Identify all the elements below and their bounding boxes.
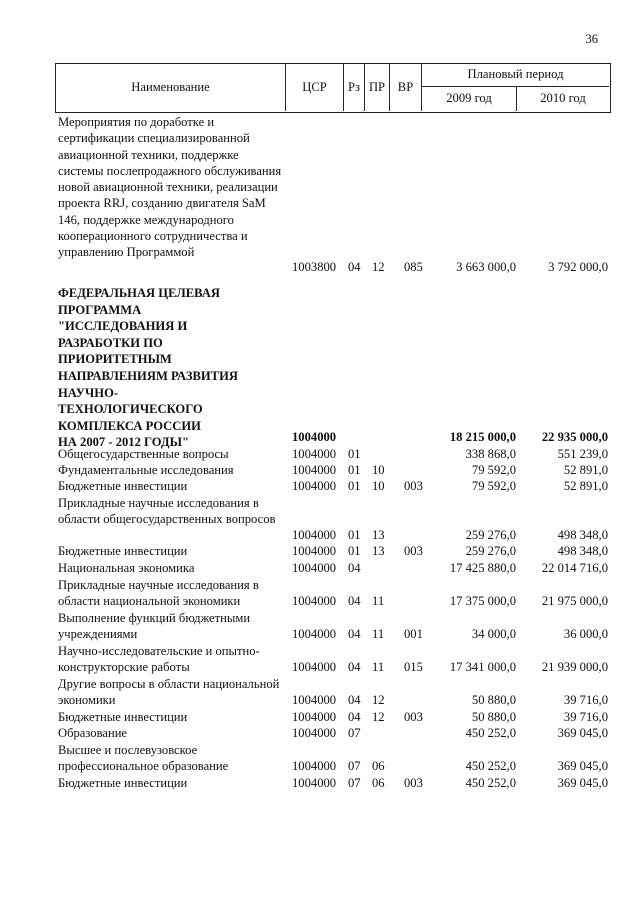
row-2010: 52 891,0 [563, 463, 608, 477]
row-rz: 04 [348, 693, 361, 707]
header-csr: ЦСР [302, 80, 327, 94]
row-2009: 17 341 000,0 [449, 660, 516, 674]
row-2010: 52 891,0 [563, 479, 608, 493]
row-vr: 015 [404, 660, 423, 674]
row-rz: 04 [348, 594, 361, 608]
row-pr: 11 [372, 627, 385, 641]
row-csr: 1004000 [292, 561, 337, 575]
header-year-2009: 2009 год [446, 91, 492, 105]
row-name: Научно-исследовательские и опытно-конструкторские работы [58, 644, 260, 675]
row-csr: 1004000 [292, 627, 337, 641]
header-divider [421, 86, 609, 87]
header-year-2010: 2010 год [540, 91, 586, 105]
row-2009: 17 375 000,0 [449, 594, 516, 608]
row-name: Мероприятия по доработке и сертификации специализированной авиационной техники, поддержке системы послепродажного обслуживания новой авиационной техники, реализации проекта RRJ, созданию двигателя SaM 146, поддержке международного кооперационного сотрудничества и управлению Программой [58, 115, 282, 260]
row-csr: 1004000 [292, 544, 337, 558]
row-2009: 79 592,0 [471, 479, 516, 493]
header-pr: ПР [368, 80, 386, 94]
header-rz: Рз [348, 80, 360, 94]
row-2009: 79 592,0 [471, 463, 516, 477]
row-csr: 1004000 [292, 594, 337, 608]
row-csr: 1004000 [292, 710, 337, 724]
row-csr: 1004000 [292, 776, 337, 790]
row-csr: 1004000 [292, 430, 337, 444]
row-rz: 04 [348, 627, 361, 641]
program-title: ФЕДЕРАЛЬНАЯ ЦЕЛЕВАЯ ПРОГРАММА "ИССЛЕДОВАНИЯ И РАЗРАБОТКИ ПО ПРИОРИТЕТНЫМ НАПРАВЛЕНИЯМ РАЗВИТИЯ НАУЧНО- ТЕХНОЛОГИЧЕСКОГО КОМПЛЕКСА РОССИИ НА 2007 - 2012 ГОДЫ" [58, 286, 238, 450]
row-csr: 1004000 [292, 693, 337, 707]
row-2009: 50 880,0 [471, 693, 516, 707]
row-vr: 001 [404, 627, 423, 641]
row-2010: 39 716,0 [563, 693, 608, 707]
row-2010: 551 239,0 [557, 447, 608, 461]
row-name: Национальная экономика [58, 561, 195, 575]
row-2010: 498 348,0 [557, 528, 608, 542]
header-vr: ВР [397, 80, 414, 94]
row-rz: 04 [348, 260, 361, 274]
row-rz: 07 [348, 776, 361, 790]
row-2010: 22 014 716,0 [541, 561, 608, 575]
row-pr: 12 [372, 260, 385, 274]
row-2009: 50 880,0 [471, 710, 516, 724]
row-pr: 06 [372, 759, 385, 773]
row-rz: 04 [348, 561, 361, 575]
row-name: Высшее и послевузовское профессиональное образование [58, 743, 229, 774]
row-2009: 34 000,0 [471, 627, 516, 641]
page-number: 36 [585, 32, 598, 46]
row-name: Прикладные научные исследования в области национальной экономики [58, 578, 259, 609]
row-2010: 39 716,0 [563, 710, 608, 724]
row-rz: 01 [348, 447, 361, 461]
row-rz: 01 [348, 528, 361, 542]
header-name: Наименование [131, 80, 210, 94]
row-2009: 259 276,0 [465, 544, 516, 558]
row-pr: 11 [372, 660, 385, 674]
row-name: Бюджетные инвестиции [58, 710, 188, 724]
row-2009: 338 868,0 [465, 447, 516, 461]
row-pr: 13 [372, 544, 385, 558]
row-name: Фундаментальные исследования [58, 463, 234, 477]
row-pr: 12 [372, 693, 385, 707]
row-name: Другие вопросы в области национальной экономики [58, 677, 280, 708]
row-name: Прикладные научные исследования в области общегосударственных вопросов [58, 496, 276, 527]
row-rz: 04 [348, 710, 361, 724]
row-rz: 07 [348, 726, 361, 740]
row-2010: 3 792 000,0 [548, 260, 608, 274]
row-csr: 1004000 [292, 528, 337, 542]
row-name: Бюджетные инвестиции [58, 776, 188, 790]
row-2009: 17 425 880,0 [449, 561, 516, 575]
row-pr: 11 [372, 594, 385, 608]
row-rz: 01 [348, 463, 361, 477]
row-csr: 1004000 [292, 759, 337, 773]
row-csr: 1004000 [292, 479, 337, 493]
row-2009: 18 215 000,0 [449, 430, 516, 444]
row-vr: 003 [404, 776, 423, 790]
row-name: Выполнение функций бюджетными учреждениями [58, 611, 251, 642]
row-2010: 498 348,0 [557, 544, 608, 558]
row-csr: 1004000 [292, 726, 337, 740]
row-pr: 10 [372, 479, 385, 493]
row-2010: 21 939 000,0 [541, 660, 608, 674]
row-rz: 01 [348, 544, 361, 558]
row-2009: 450 252,0 [465, 776, 516, 790]
row-2010: 22 935 000,0 [541, 430, 608, 444]
row-2009: 259 276,0 [465, 528, 516, 542]
row-2009: 3 663 000,0 [456, 260, 516, 274]
row-vr: 085 [404, 260, 423, 274]
row-rz: 07 [348, 759, 361, 773]
row-rz: 04 [348, 660, 361, 674]
row-name: Бюджетные инвестиции [58, 544, 188, 558]
header-planned-period: Плановый период [467, 67, 564, 81]
row-2010: 21 975 000,0 [541, 594, 608, 608]
row-pr: 12 [372, 710, 385, 724]
row-2010: 369 045,0 [557, 776, 608, 790]
row-csr: 1004000 [292, 447, 337, 461]
row-name: Образование [58, 726, 128, 740]
row-name: Бюджетные инвестиции [58, 479, 188, 493]
row-csr: 1004000 [292, 660, 337, 674]
row-name: Общегосударственные вопросы [58, 447, 229, 461]
row-pr: 13 [372, 528, 385, 542]
row-csr: 1003800 [292, 260, 337, 274]
row-rz: 01 [348, 479, 361, 493]
row-2009: 450 252,0 [465, 726, 516, 740]
row-2010: 369 045,0 [557, 759, 608, 773]
row-vr: 003 [404, 710, 423, 724]
row-pr: 10 [372, 463, 385, 477]
row-2009: 450 252,0 [465, 759, 516, 773]
row-pr: 06 [372, 776, 385, 790]
row-vr: 003 [404, 544, 423, 558]
row-2010: 369 045,0 [557, 726, 608, 740]
row-vr: 003 [404, 479, 423, 493]
row-csr: 1004000 [292, 463, 337, 477]
row-2010: 36 000,0 [563, 627, 608, 641]
